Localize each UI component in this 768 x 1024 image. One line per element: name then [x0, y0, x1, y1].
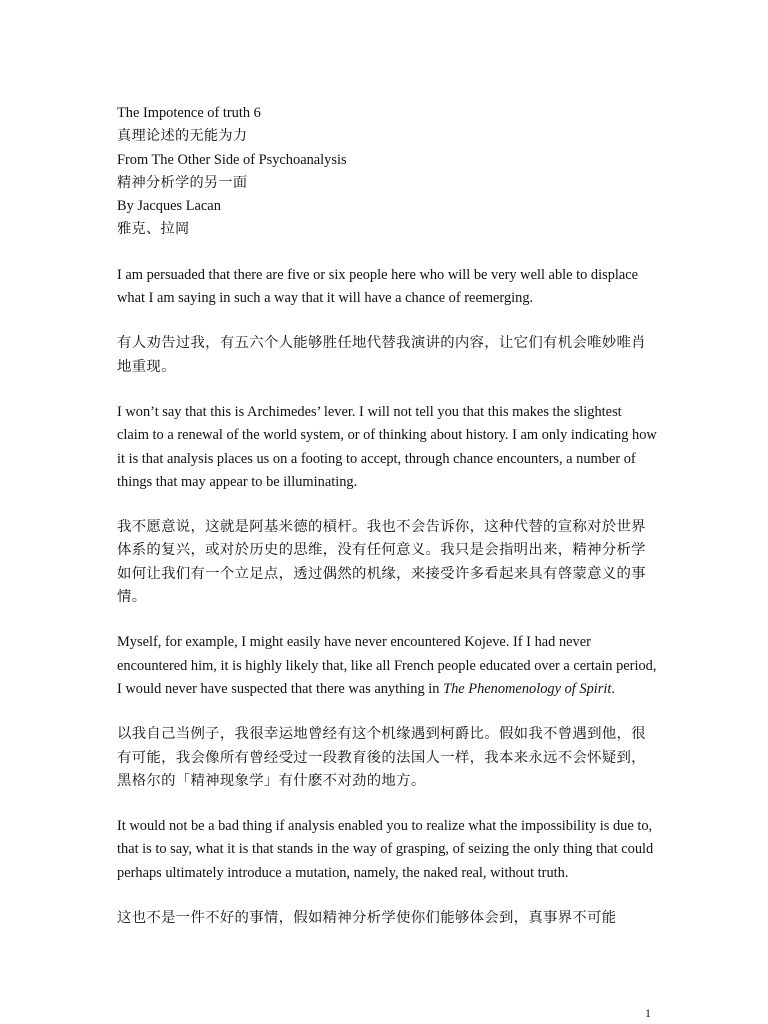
paragraph-3-en-text: Myself, for example, I might easily have never encountered Kojeve. If I had never encountered him, it is highly likely that, like all French people educated over a certain period, I would never have suspected that there was anything in	[117, 634, 657, 697]
paragraph-2-zh: 我不愿意说，这就是阿基米德的槓杆。我也不会告诉你，这种代替的宣称对於世界体系的复兴，或对於历史的思维，没有任何意义。我只是会指明出来，精神分析学如何让我们有一个立足点，透过偶然的机缘，来接受许多看起来具有啓蒙意义的事情。	[117, 519, 646, 606]
source-zh: 精神分析学的另一面	[117, 174, 248, 191]
document-page	[117, 102, 657, 930]
title-en: The Impotence of truth 6	[117, 105, 261, 121]
paragraph-4-zh: 这也不是一件不好的事情，假如精神分析学使你们能够体会到，真事界不可能	[117, 910, 617, 927]
book-title-italic: The Phenomenology of Spirit	[443, 680, 612, 697]
paragraph-3-en	[117, 631, 657, 701]
author-zh: 雅克、拉岡	[117, 221, 190, 238]
source-en: From The Other Side of Psychoanalysis	[117, 151, 347, 168]
paragraph-3-en-end: .	[611, 680, 615, 697]
paragraph-1-en: I am persuaded that there are five or six people here who will be very well able to displace what I am saying in such a way that it will have a chance of reemerging.	[117, 266, 639, 307]
title-zh: 真理论述的无能为力	[117, 128, 248, 145]
author-en: By Jacques Lacan	[117, 198, 221, 215]
paragraph-3-zh: 以我自己当例子，我很幸运地曾经有这个机缘遇到柯爵比。假如我不曾遇到他，很有可能，我会像所有曾经受过一段教育後的法国人一样，我本来永远不会怀疑到，黑格尔的「精神现象学」有什麽不对劲的地方。	[117, 726, 646, 789]
page-number: 1	[645, 1006, 651, 1020]
paragraph-1-zh: 有人劝告过我，有五六个人能够胜任地代替我演讲的内容，让它们有机会唯妙唯肖地重现。	[117, 335, 646, 375]
paragraph-2-en: I won’t say that this is Archimedes’ lever. I will not tell you that this makes the slightest claim to a renewal of the world system, or of thinking about history. I am only indicating how it is that analysis places us on a footing to accept, through chance encounters, a number of things that may appear to be illuminating.	[117, 403, 657, 490]
paragraph-4-en: It would not be a bad thing if analysis enabled you to realize what the impossibility is due to, that is to say, what it is that stands in the way of grasping, of seizing the only thing that could perhaps ultimately introduce a mutation, namely, the naked real, without truth.	[117, 818, 654, 881]
